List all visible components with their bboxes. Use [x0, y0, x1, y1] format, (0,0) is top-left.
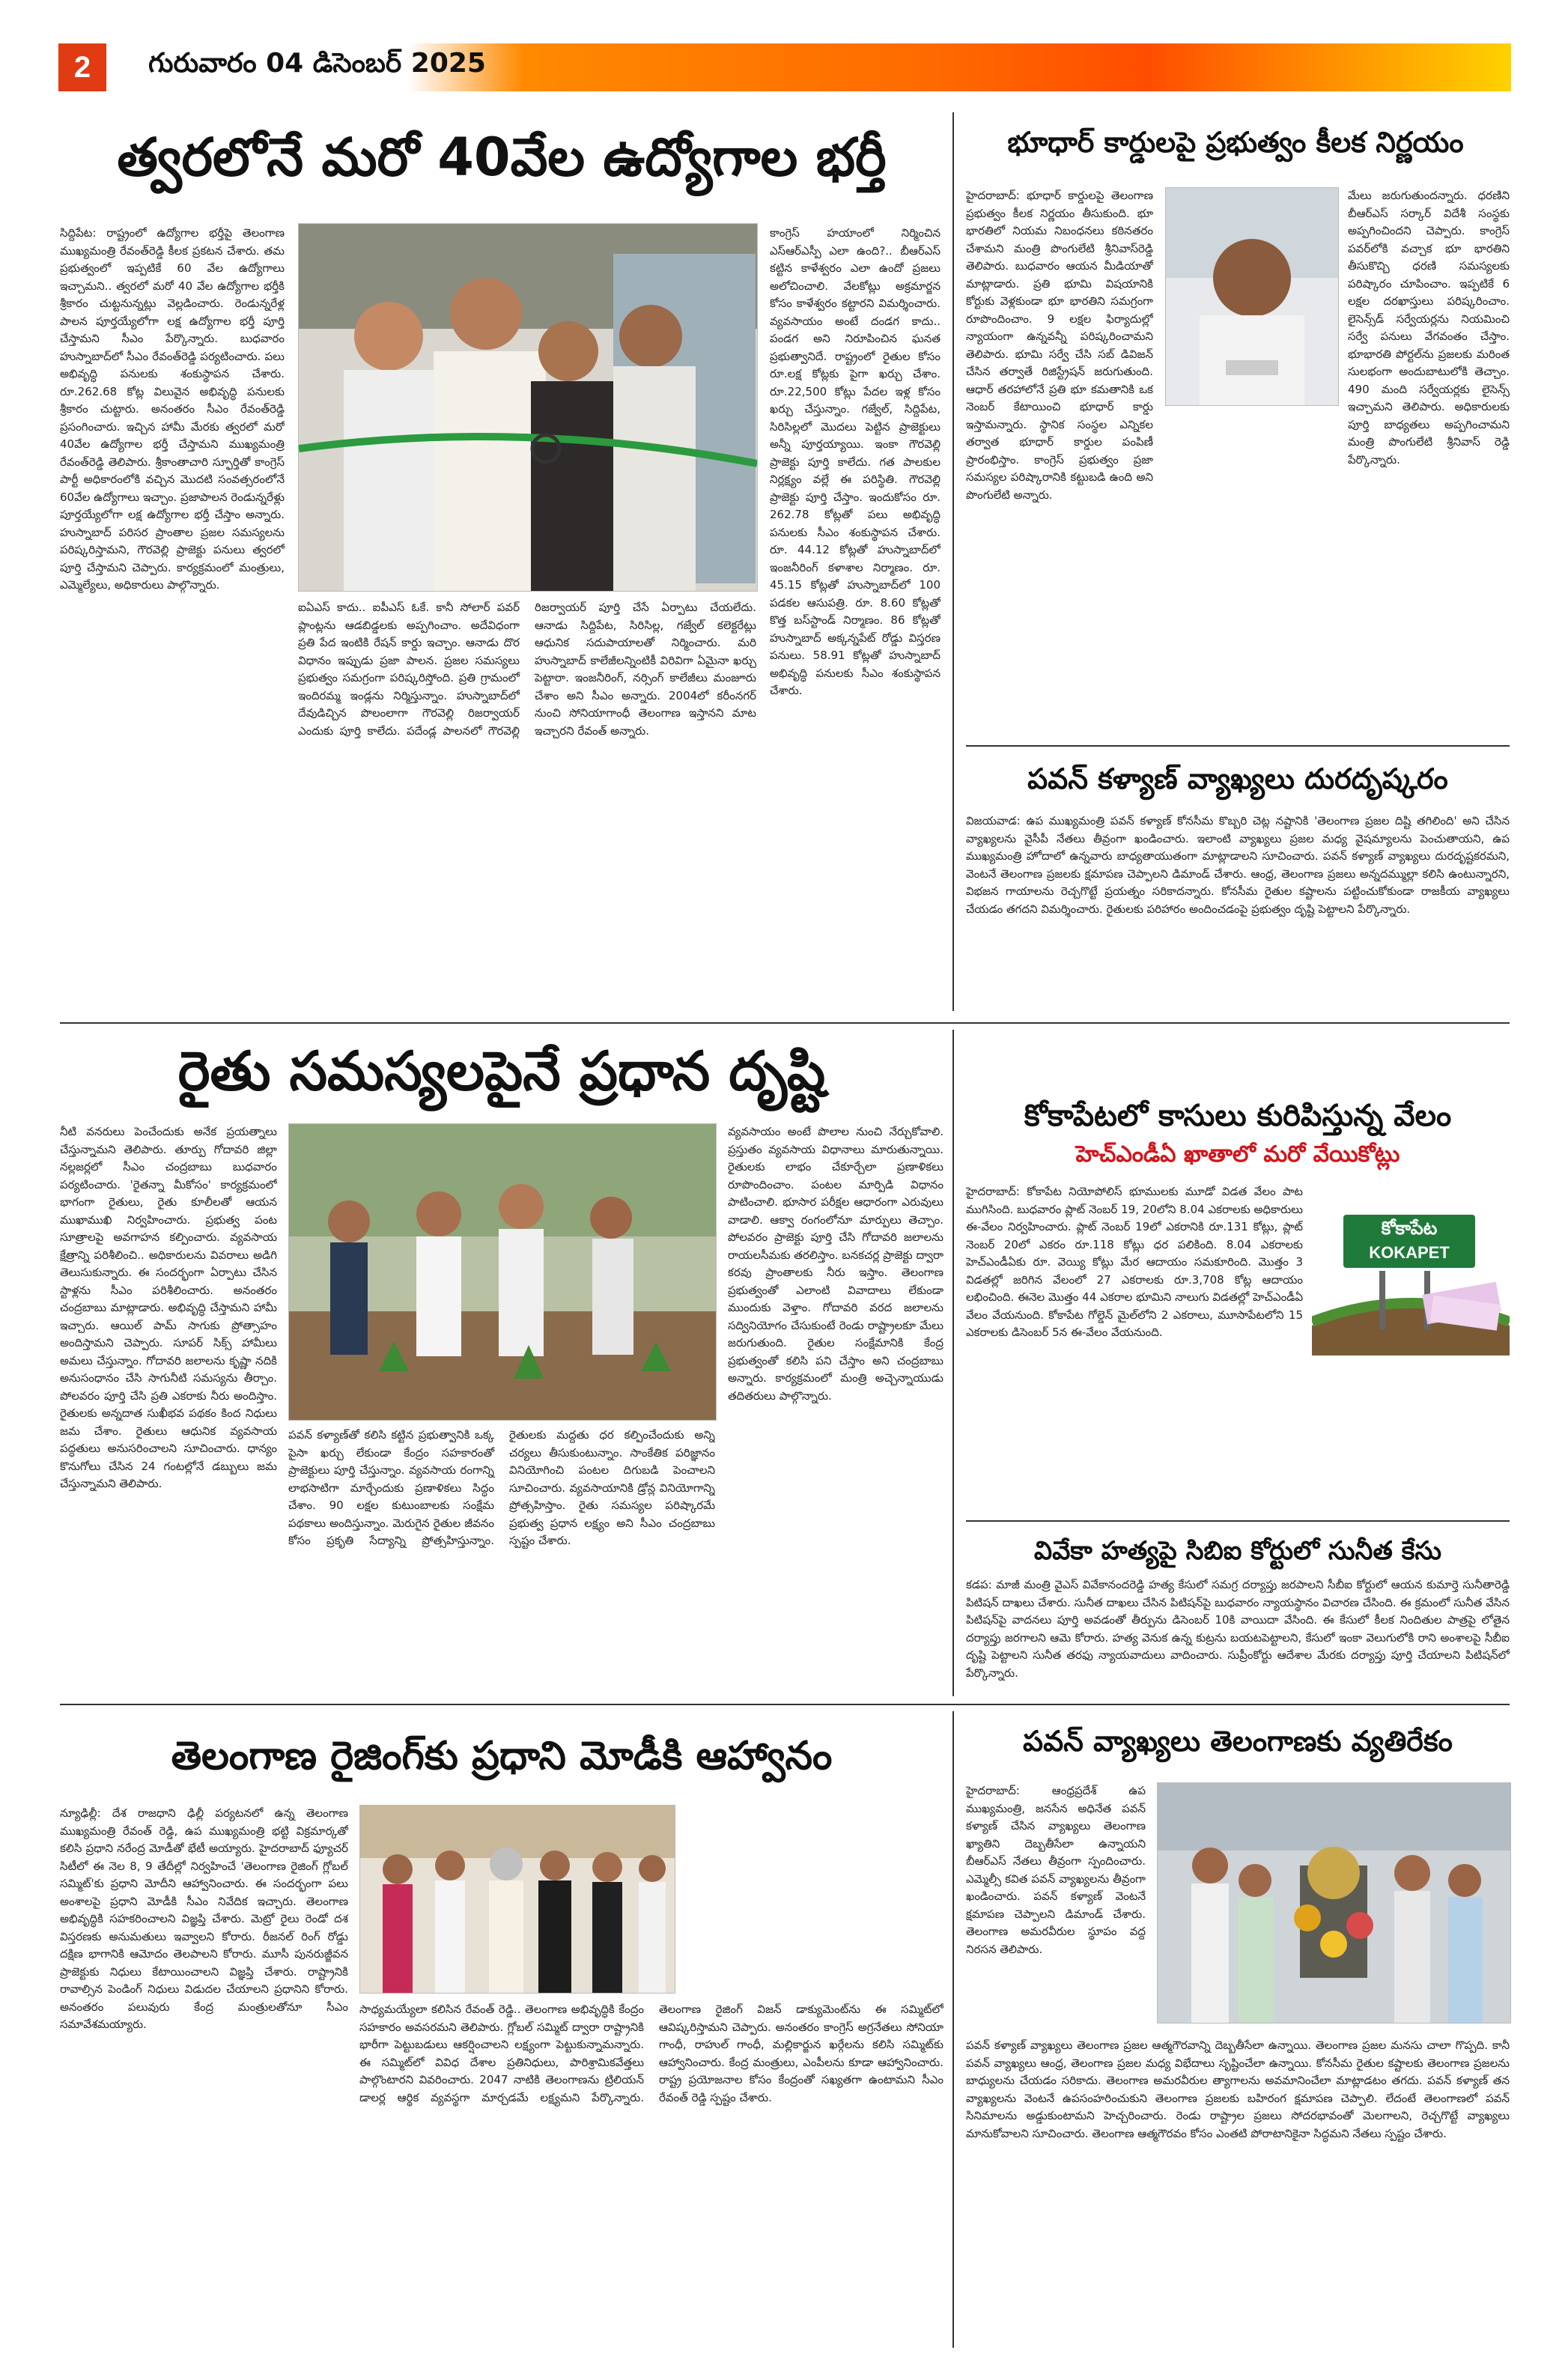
pawan-telangana-headline: పవన్ వ్యాఖ్యలు తెలంగాణకు వ్యతిరేకం [1023, 1725, 1453, 1758]
divider-vertical-3 [952, 1711, 954, 2348]
divider-kokapet [966, 1520, 1510, 1522]
page-header [58, 43, 1511, 91]
bhudhar-headline: భూధార్‌ కార్డులపై ప్రభుత్వం కీలక నిర్ణయం [1007, 126, 1464, 159]
jobs-photo [298, 223, 758, 592]
farmers-column-2: పవన్ కళ్యాణ్‌తో కలిసి కట్టిన ప్రభుత్వానికి ఒక్క పైసా ఖర్చు లేకుండా కేంద్రం సహకారంతో ప్రాజెక్టులు పూర్తి చేస్తున్నాం. వ్యవసాయ రంగాన్ని లాభసాటిగా మార్చేందుకు ప్రణాళికలు సిద్ధం చేశాం. 90 లక్షల కుటుంబాలకు సంక్షేమ పథకాలు అందిస్తున్నాం. మెరుగైన రైతుల జీవనం కోసం ప్రకృతి సేద్యాన్ని ప్రోత్సహిస్తున్నాం. రైతులకు మద్దతు ధర కల్పించేందుకు అన్ని చర్యలు తీసుకుంటున్నాం. సాంకేతిక పరిజ్ఞానం వినియోగించి పంటల దిగుబడి పెంచాలని సూచించారు. వ్యవసాయానికి డ్రోన్ల వినియోగాన్ని ప్రోత్సహిస్తాం. రైతు సమస్యల పరిష్కారమే ప్రభుత్వ ప్రధాన లక్ష్యం అని సీఎం చంద్రబాబు స్పష్టం చేశారు. [288, 1428, 715, 1547]
divider-horizontal-2 [60, 1704, 1510, 1705]
bhudhar-column-2: మేలు జరుగుతుందన్నారు. ధరణిని బీఆర్‌ఎస్‌ సర్కార్‌ విదేశీ సంస్థకు అప్పగించిందని చెప్పారు. కాంగ్రెస్ పవర్‌లోకి వచ్చాక భూ భారతిని తీసుకొచ్చి ధరణి సమస్యలకు పరిష్కారం చూపించాం. ఇప్పటికే 6 లక్షల దరఖాస్తులు పరిష్కరించాం. లైసెన్స్‌డ్ సర్వేయర్లను నియమించి సర్వే పనులు వేగవంతం చేస్తాం. భూభారతి పోర్టల్‌ను ప్రజలకు మరింత సులభంగా అందుబాటులోకి తెచ్చాం. 490 మంది సర్వేయర్లకు లైసెన్స్ ఇచ్చామని తెలిపారు. అధికారులకు పూర్తి బాధ్యతలు అప్పగించామని మంత్రి పొంగులేటి శ్రీనివాస్ రెడ్డి పేర్కొన్నారు. [1348, 189, 1510, 467]
jobs-column-2: ఐఏఎస్‌ కాదు.. ఐపీఎస్‌ ఓకే. కానీ సోలార్‌ పవర్‌ ప్లాంట్లను ఆడబిడ్డలకు అప్పగించాం. అదేవిధంగా ప్రతి పేద ఇంటికి రేషన్‌ కార్డు ఇచ్చాం. ఆనాడు దొర విధానం ఇప్పుడు ప్రజా పాలన. ప్రజల సమస్యలు ప్రభుత్వం సమగ్రంగా పరిష్కరిస్తోంది. ప్రతి గ్రామంలో ఇందిరమ్మ ఇండ్లను నిర్మిస్తున్నాం. హుస్నాబాద్‌లో దేవుడిచ్చిన పొలంలాగా గౌరవెల్లి రిజర్వాయర్‌ ఎందుకు పూర్తి కాలేదు. పదేండ్ల పాలనలో గౌరవెల్లి రిజర్వాయర్ పూర్తి చేసే ఏర్పాటు చేయలేదు. ఆనాడు సిద్దిపేట, సిరిసిల్ల, గజ్వేల్‌ కలెక్టరేట్లు ఆధునిక సదుపాయాలతో నిర్మించారు. మరి హుస్నాబాద్‌ కాలేజీలన్నింటికీ విరివిగా ఏమైనా ఖర్చు పెట్టారా. ఇంజనీరింగ్, నర్సింగ్ కాలేజీలు మంజూరు చేశాం అని సీఎం అన్నారు. 2004లో కరీంనగర్‌ నుంచి సోనియాగాంధీ తెలంగాణ ఇస్తానని మాట ఇచ్చారని రేవంత్ అన్నారు. [298, 601, 756, 738]
divider-horizontal-1 [60, 1022, 1510, 1024]
bhudhar-minister-photo [1165, 187, 1339, 406]
issue-date: గురువారం 04 డిసెంబర్ 2025 [148, 48, 486, 79]
jobs-column-3: కాంగ్రెస్‌ హయాంలో నిర్మించిన ఎస్‌ఆర్‌ఎస్పీ ఎలా ఉంది?.. బీఆర్‌ఎస్‌ కట్టిన కాళేశ్వరం ఎలా ఉందో ప్రజలు అలోచించాలి. వేలకోట్లు అక్రమార్జన కోసం కాళేశ్వరం కట్టారని విమర్శించారు. వ్యవసాయం అంటే దండగ కాదు.. పండగ అని నిరూపించిన ఘనత ప్రభుత్వానిదే. రాష్ట్రంలో రైతుల కోసం రూ.లక్ష కోట్లకు పైగా ఖర్చు చేశాం. రూ.22,500 కోట్లు పేదల ఇళ్ల కోసం ఖర్చు చేస్తున్నాం. గజ్వేల్‌, సిద్దిపేట, సిరిసిల్లలో మొదలు పెట్టిన ప్రాజెక్టులు అన్నీ పూర్తయ్యాయి. ఇంకా గౌరవెల్లి ప్రాజెక్టు పూర్తి కాలేదు. గత పాలకుల నిర్లక్ష్యం వల్లే ఈ పరిస్థితి. గౌరవెల్లి ప్రాజెక్టు పూర్తి చేస్తాం. ఇందుకోసం రూ. 262.78 కోట్లతో పలు అభివృద్ధి పనులకు సీఎం శంకుస్థాపన చేశారు. రూ. 44.12 కోట్లతో హుస్నాబాద్‌లో ఇంజనీరింగ్ కళాశాల నిర్మాణం. రూ. 45.15 కోట్లతో హుస్నాబాద్‌లో 100 పడకల ఆసుపత్రి. రూ. 8.60 కోట్లతో కొత్త బస్‌స్టాండ్ నిర్మాణం. 86 కోట్లతో హుస్నాబాద్ అక్కన్నపేట్ రోడ్డు విస్తరణ పనులు. 58.91 కోట్లతో హుస్నాబాద్ అభివృద్ధి పనులకు సీఎం శంకుస్థాపన చేశారు. [770, 226, 941, 697]
farmers-column-1: నీటి వనరులు పెంచేందుకు అనేక ప్రయత్నాలు చేస్తున్నామని తెలిపారు. తూర్పు గోదావరి జిల్లా నల్లజర్లలో సీఎం చంద్రబాబు బుధవారం పర్యటించారు. 'రైతన్నా మీకోసం' కార్యక్రమంలో భాగంగా రైతులు, రైతు కూలీలతో ఆయన ముఖాముఖి నిర్వహించారు. ప్రభుత్వ పంట సూత్రాలపై అవగాహన కల్పించారు. వ్యవసాయ క్షేత్రాన్ని పరిశీలించి.. అధికారులను వివరాలు అడిగి తెలుసుకున్నారు. ఈ సందర్భంగా ఏర్పాటు చేసిన స్టాళ్లను సీఎం పరిశీలించారు. అనంతరం చంద్రబాబు మాట్లాడారు. అభివృద్ధి చేస్తామని హామీ ఇచ్చారు. ఆయిల్‌ పామ్ సాగుకు ప్రోత్సాహం అందిస్తామని చెప్పారు. సూపర్ సిక్స్ హామీలు అమలు చేస్తున్నాం. గోదావరి జలాలను కృష్ణా నదికి అనుసంధానం చేసి సాగునీటి సమస్యను తీర్చాం. పోలవరం పూర్తి చేసి ప్రతి ఎకరాకు నీరు అందిస్తాం. రైతులకు అన్నదాత సుఖీభవ పథకం కింద నిధులు జమ చేశాం. రైతులు ఆధునిక వ్యవసాయ పద్ధతులు అనుసరించాలని సూచించారు. ధాన్యం కొనుగోలు చేసిన 24 గంటల్లోనే డబ్బులు జమ చేస్తున్నామని తెలిపారు. [60, 1125, 277, 1490]
pawan-telangana-protest-photo [1157, 1782, 1511, 2024]
rising-column-2: సాధ్యమయ్యేలా కలిసిన రేవంత్ రెడ్డి.. తెలంగాణ అభివృద్ధికి కేంద్రం సహకారం అవసరమని తెలిపారు. గ్లోబల్ సమ్మిట్ ద్వారా రాష్ట్రానికి భారీగా పెట్టుబడులు ఆకర్షించాలని లక్ష్యంగా పెట్టుకున్నామన్నారు. ఈ సమ్మిట్‌లో వివిధ దేశాల ప్రతినిధులు, పారిశ్రామికవేత్తలు పాల్గొంటారని వివరించారు. 2047 నాటికి తెలంగాణను ట్రిలియన్ డాలర్ల ఆర్థిక వ్యవస్థగా మార్చడమే లక్ష్యమని పేర్కొన్నారు. తెలంగాణ రైజింగ్ విజన్ డాక్యుమెంట్‌ను ఈ సమ్మిట్‌లో ఆవిష్కరిస్తామని చెప్పారు. అనంతరం కాంగ్రెస్ అగ్రనేతలు సోనియా గాంధీ, రాహుల్ గాంధీ, మల్లికార్జున ఖర్గేలను కలిసి సమ్మిట్‌కు ఆహ్వానించారు. కేంద్ర మంత్రులు, ఎంపీలను కూడా ఆహ్వానించారు. రాష్ట్ర ప్రయోజనాల కోసం కేంద్రంతో సఖ్యతగా ఉంటామని సీఎం రేవంత్ రెడ్డి స్పష్టం చేశారు. [359, 2003, 943, 2104]
divider-bhudhar [966, 745, 1510, 747]
divider-vertical-2 [952, 1030, 954, 1696]
farmers-headline: రైతు సమస్యలపైనే ప్రధాన దృష్టి [177, 1039, 826, 1102]
viveka-body: కడప: మాజీ మంత్రి వైఎస్ వివేకానందరెడ్డి హత్య కేసులో సమగ్ర దర్యాప్తు జరపాలని సీబీఐ కోర్టులో ఆయన కుమార్తె సునీతారెడ్డి పిటిషన్ దాఖలు చేశారు. సునీత దాఖలు చేసిన పిటిషన్‌పై బుధవారం న్యాయస్థానం విచారణ చేసింది. ఈ క్రమంలో సునీత వేసిన పిటిషన్‌పై వాదనలు పూర్తి అవడంతో తీర్పును డిసెంబర్ 10కి వాయిదా వేసింది. ఈ కేసులో కీలక నిందితుల పాత్రపై లోతైన దర్యాప్తు జరగాలని ఆమె కోరారు. హత్య వెనుక ఉన్న కుట్రను బయటపెట్టాలని, కేసులో ఇంకా వెలుగులోకి రాని అంశాలపై సీబీఐ దృష్టి పెట్టాలని సునీత తరఫు న్యాయవాదులు వాదించారు. సుప్రీంకోర్టు ఆదేశాల మేరకు దర్యాప్తు పూర్తి చేయాలని పిటిషన్‌లో పేర్కొన్నారు. [966, 1578, 1510, 1680]
jobs-headline: త్వరలోనే మరో 40వేల ఉద్యోగాల భర్తీ [117, 127, 887, 188]
jobs-column-1: సిద్దిపేట: రాష్ట్రంలో ఉద్యోగాల భర్తీపై తెలంగాణ ముఖ్యమంత్రి రేవంత్‌రెడ్డి కీలక ప్రకటన చేశారు. తమ ప్రభుత్వంలో ఇప్పటికే 60 వేల ఉద్యోగాలు ఇచ్చామని.. త్వరలో మరో 40 వేల ఉద్యోగాల భర్తీకి శ్రీకారం చుట్టనున్నట్లు వెల్లడించారు. రెండున్నరేళ్ల పాలన పూర్తయ్యేలోగా లక్ష ఉద్యోగాల భర్తీ పూర్తి చేస్తామని సీఎం పేర్కొన్నారు. బుధవారం హుస్నాబాద్‌లో సీఎం రేవంత్‌రెడ్డి పర్యటించారు. పలు అభివృద్ధి పనులకు శంకుస్థాపన చేశారు. రూ.262.68 కోట్ల విలువైన అభివృద్ధి పనులకు శ్రీకారం చుట్టారు. అనంతరం సీఎం రేవంత్‌రెడ్డి ప్రసంగించారు. ఇచ్చిన హామీ మేరకు త్వరలో మరో 40వేల ఉద్యోగాల భర్తీ చేస్తామని ముఖ్యమంత్రి రేవంత్‌రెడ్డి తెలిపారు. శ్రీకాంతాచారి స్ఫూర్తితో కాంగ్రెస్‌ పార్టీ అధికారంలోకి వచ్చిన మొదటి సంవత్సరంలోనే 60వేల ఉద్యోగాలు ఇచ్చాం. ప్రజాపాలన రెండున్నరేళ్లు పూర్తయ్యేలోగా లక్ష ఉద్యోగాల భర్తీ చేస్తాం అన్నారు. హుస్నాబాద్ పరిసర ప్రాంతాల ప్రజల సమస్యలను పరిష్కరిస్తామని, గౌరవెల్లి ప్రాజెక్టు పనులు త్వరలో పూర్తి చేస్తామని చెప్పారు. కార్యక్రమంలో మంత్రులు, ఎమ్మెల్యేలు, అధికారులు పాల్గొన్నారు. [60, 226, 285, 592]
bhudhar-column-1: హైదరాబాద్‌: భూధార్‌ కార్డులపై తెలంగాణ ప్రభుత్వం కీలక నిర్ణయం తీసుకుంది. భూ భారతిలో నియమ నిబంధనలు కఠినతరం చేశామని మంత్రి పొంగులేటి శ్రీనివాస్‌రెడ్డి తెలిపారు. బుధవారం ఆయన మీడియాతో మాట్లాడారు. ప్రతి భూమి విషయానికి కోర్టుకు వెళ్లకుండా భూ భారతిని సమగ్రంగా రూపొందించాం. 9 లక్షల ఫిర్యాదుల్లో న్యాయంగా ఉన్నవన్నీ పరిష్కరించామని తెలిపారు. భూమి సర్వే చేసి సబ్ డివిజన్ చేసిన తర్వాతే రిజిస్ట్రేషన్ జరుగుతుంది. ఆధార్ తరహాలోనే ప్రతి భూ కమతానికి ఒక నెంబర్ కేటాయించి భూధార్ కార్డు ఇస్తామన్నారు. స్థానిక సంస్థల ఎన్నికల తర్వాత భూధార్ కార్డుల పంపిణీ ప్రారంభిస్తాం. కాంగ్రెస్ ప్రభుత్వం ప్రజా సమస్యల పరిష్కారానికి కట్టుబడి ఉంది అని పొంగులేటి అన్నారు. [966, 189, 1153, 502]
rising-headline: తెలంగాణ రైజింగ్‌కు ప్రధాని మోడీకి ఆహ్వానం [171, 1734, 833, 1779]
farmers-photo [288, 1123, 717, 1421]
kokapet-body: హైదరాబాద్‌: కోకాపేట నియోపోలిస్ భూములకు మూడో విడత వేలం పాట ముగిసింది. బుధవారం ప్లాట్ నెంబర్ 19, 20లోని 8.04 ఎకరాలకు అధికారులు ఈ-వేలం నిర్వహించారు. ప్లాట్ నెంబర్ 19లో ఎకరానికి రూ.131 కోట్లు, ప్లాట్ నెంబర్ 20లో ఎకరం రూ.118 కోట్లు ధర పలికింది. 8.04 ఎకరాలకు హెచ్‌ఎండీఏకు రూ. వెయ్యి కోట్లు మేర ఆదాయం సమకూరింది. మొత్తం 3 విడతల్లో జరిగిన వేలంలో 27 ఎకరాలకు రూ.3,708 కోట్ల ఆదాయం లభించింది. ఈనెల మొత్తం 44 ఎకరాల భూమిని నాలుగు విడతల్లో హెచ్‌ఎండీఏ వేలం వేయనుంది. కోకాపేట గోల్డెన్ మైల్‌లోని 2 ఎకరాలు, మూసాపేటలోని 15 ఎకరాలకు డిసెంబర్ 5న ఈ-వేలం వేయనుంది. [966, 1185, 1303, 1339]
kokapet-sign-english: KOKAPET [1369, 1243, 1450, 1262]
kokapet-sign-telugu: కోకాపేట [1381, 1218, 1438, 1239]
divider-vertical-main [952, 112, 954, 1011]
pawan-remarks-body: విజయవాడ: ఉప ముఖ్యమంత్రి పవన్‌ కళ్యాణ్‌ కోనసీమ కొబ్బరి చెట్ల నష్టానికి 'తెలంగాణ ప్రజల దిష్టి తగిలింది' అని చేసిన వ్యాఖ్యలను వైసీపీ నేతలు తీవ్రంగా ఖండించారు. ఇలాంటి వ్యాఖ్యలు ప్రజల మధ్య వైషమ్యాలను పెంచుతాయని, ఉప ముఖ్యమంత్రి హోదాలో ఉన్నవారు బాధ్యతాయుతంగా మాట్లాడాలని సూచించారు. పవన్ కళ్యాణ్ వ్యాఖ్యలు దురదృష్టకరమని, వెంటనే తెలంగాణ ప్రజలకు క్షమాపణ చెప్పాలని డిమాండ్ చేశారు. ఆంధ్ర, తెలంగాణ ప్రజలు అన్నదమ్ముల్లా కలిసి ఉంటున్నారని, విభజన గాయాలను రెచ్చగొట్టే ప్రయత్నం సరికాదన్నారు. కోనసీమ రైతుల కష్టాలను పట్టించుకోకుండా రాజకీయ వ్యాఖ్యలు చేయడం తగదని విమర్శించారు. రైతులకు పరిహారం అందించడంపై ప్రభుత్వం దృష్టి పెట్టాలని పేర్కొన్నారు. [966, 814, 1510, 916]
page-number: 2 [58, 43, 106, 91]
farmers-column-3: వ్యవసాయం అంటే పొలాల నుంచి నేర్చుకోవాలి. ప్రస్తుతం వ్యవసాయ విధానాలు మారుతున్నాయి. రైతులకు లాభం చేకూర్చేలా ప్రణాళికలు రూపొందించాం. పంటల మార్పిడి విధానం పాటించాలి. భూసార పరీక్షల ఆధారంగా ఎరువులు వాడాలి. ఆక్వా రంగంలోనూ మార్పులు తెచ్చాం. పోలవరం ప్రాజెక్టు పూర్తి చేసి గోదావరి జలాలను రాయలసీమకు తరలిస్తాం. బనకచర్ల ప్రాజెక్టు ద్వారా కరవు ప్రాంతాలకు నీరు ఇస్తాం. తెలంగాణ ప్రభుత్వంతో ఎలాంటి వివాదాలు లేకుండా ముందుకు వెళ్తాం. గోదావరి వరద జలాలను సద్వినియోగం చేసుకుంటే రెండు రాష్ట్రాలకూ మేలు జరుగుతుంది. రైతుల సంక్షేమానికి కేంద్ర ప్రభుత్వంతో కలిసి పని చేస్తాం అని చంద్రబాబు అన్నారు. కార్యక్రమంలో మంత్రి అచ్చెన్నాయుడు తదితరులు పాల్గొన్నారు. [728, 1125, 943, 1403]
pawan-telangana-column-1: హైదరాబాద్‌: ఆంధ్రప్రదేశ్‌ ఉప ముఖ్యమంత్రి, జనసేన అధినేత పవన్‌ కళ్యాణ్‌ చేసిన వ్యాఖ్యలు తెలంగాణ ఖ్యాతిని దెబ్బతీసేలా ఉన్నాయని బీఆర్ఎస్ నేతలు తీవ్రంగా స్పందించారు. ఎమ్మెల్సీ కవిత పవన్ వ్యాఖ్యలను తీవ్రంగా ఖండించారు. పవన్ కళ్యాణ్ వెంటనే క్షమాపణ చెప్పాలని డిమాండ్ చేశారు. తెలంగాణ అమరవీరుల స్థూపం వద్ద నిరసన తెలిపారు. [966, 1784, 1146, 1956]
kokapet-sign-illustration [1312, 1198, 1510, 1355]
rising-column-1: న్యూఢిల్లీ: దేశ రాజధాని ఢిల్లీ పర్యటనలో ఉన్న తెలంగాణ ముఖ్యమంత్రి రేవంత్‌ రెడ్డి, ఉప ముఖ్యమంత్రి భట్టి విక్రమార్కతో కలిసి ప్రధాని నరేంద్ర మోడీతో భేటీ అయ్యారు. హైదరాబాద్‌ ఫ్యూచర్ సిటీలో ఈ నెల 8, 9 తేదీల్లో నిర్వహించే 'తెలంగాణ రైజింగ్ గ్లోబల్ సమ్మిట్‌'కు ప్రధాని మోదీని ఆహ్వానించారు. ఈ సందర్భంగా పలు అంశాలపై ప్రధాని మోడీకి సీఎం నివేదిక ఇచ్చారు. తెలంగాణ అభివృద్ధికి సహకరించాలని విజ్ఞప్తి చేశారు. మెట్రో రైలు రెండో దశ విస్తరణకు అనుమతులు ఇవ్వాలని కోరారు. రీజనల్ రింగ్ రోడ్డు దక్షిణ భాగానికి ఆమోదం తెలపాలని కోరారు. మూసీ పునరుజ్జీవన ప్రాజెక్టుకు నిధులు కేటాయించాలని విజ్ఞప్తి చేశారు. రాష్ట్రానికి రావాల్సిన పెండింగ్ నిధులు విడుదల చేయాలని ప్రధానిని కోరారు. అనంతరం పలువురు కేంద్ర మంత్రులతోనూ సీఎం సమావేశమయ్యారు. [60, 1806, 348, 2031]
rising-pm-meeting-photo [359, 1805, 675, 1994]
pawan-remarks-headline: పవన్‌ కళ్యాణ్‌ వ్యాఖ్యలు దురదృష్కరం [1027, 762, 1448, 795]
kokapet-subheadline: హెచ్‌ఎండీఏ ఖాతాలో మరో వేయికోట్లు [1075, 1141, 1400, 1168]
viveka-headline: వివేకా హత్యపై సిబిఐ కోర్టులో సునీత కేసు [1033, 1536, 1442, 1566]
pawan-telangana-body: పవన్‌ కళ్యాణ్‌ వ్యాఖ్యలు తెలంగాణ ప్రజల ఆత్మగౌరవాన్ని దెబ్బతీసేలా ఉన్నాయి. తెలంగాణ ప్రజల మనసు చాలా గొప్పది. కానీ పవన్ వ్యాఖ్యలు ఆంధ్ర, తెలంగాణ ప్రజల మధ్య విభేదాలు సృష్టించేలా ఉన్నాయి. కోనసీమ రైతుల కష్టాలకు తెలంగాణ ప్రజలను బాధ్యులను చేయడం సరికాదు. తెలంగాణ అమరవీరుల త్యాగాలను అవమానించేలా మాట్లాడటం తగదు. పవన్ కళ్యాణ్ తన వ్యాఖ్యలను వెంటనే ఉపసంహరించుకుని తెలంగాణ ప్రజలకు బహిరంగ క్షమాపణ చెప్పాలి. లేదంటే తెలంగాణలో పవన్ సినిమాలను అడ్డుకుంటామని హెచ్చరించారు. రెండు రాష్ట్రాల ప్రజలు సోదరభావంతో మెలగాలని, రెచ్చగొట్టే వ్యాఖ్యలు మానుకోవాలని సూచించారు. తెలంగాణ ఆత్మగౌరవం కోసం ఎంతటి పోరాటానికైనా సిద్ధమని నేతలు స్పష్టం చేశారు. [966, 2038, 1510, 2140]
kokapet-headline: కోకాపేటలో కాసులు కురిపిస్తున్న వేలం [1024, 1099, 1452, 1133]
